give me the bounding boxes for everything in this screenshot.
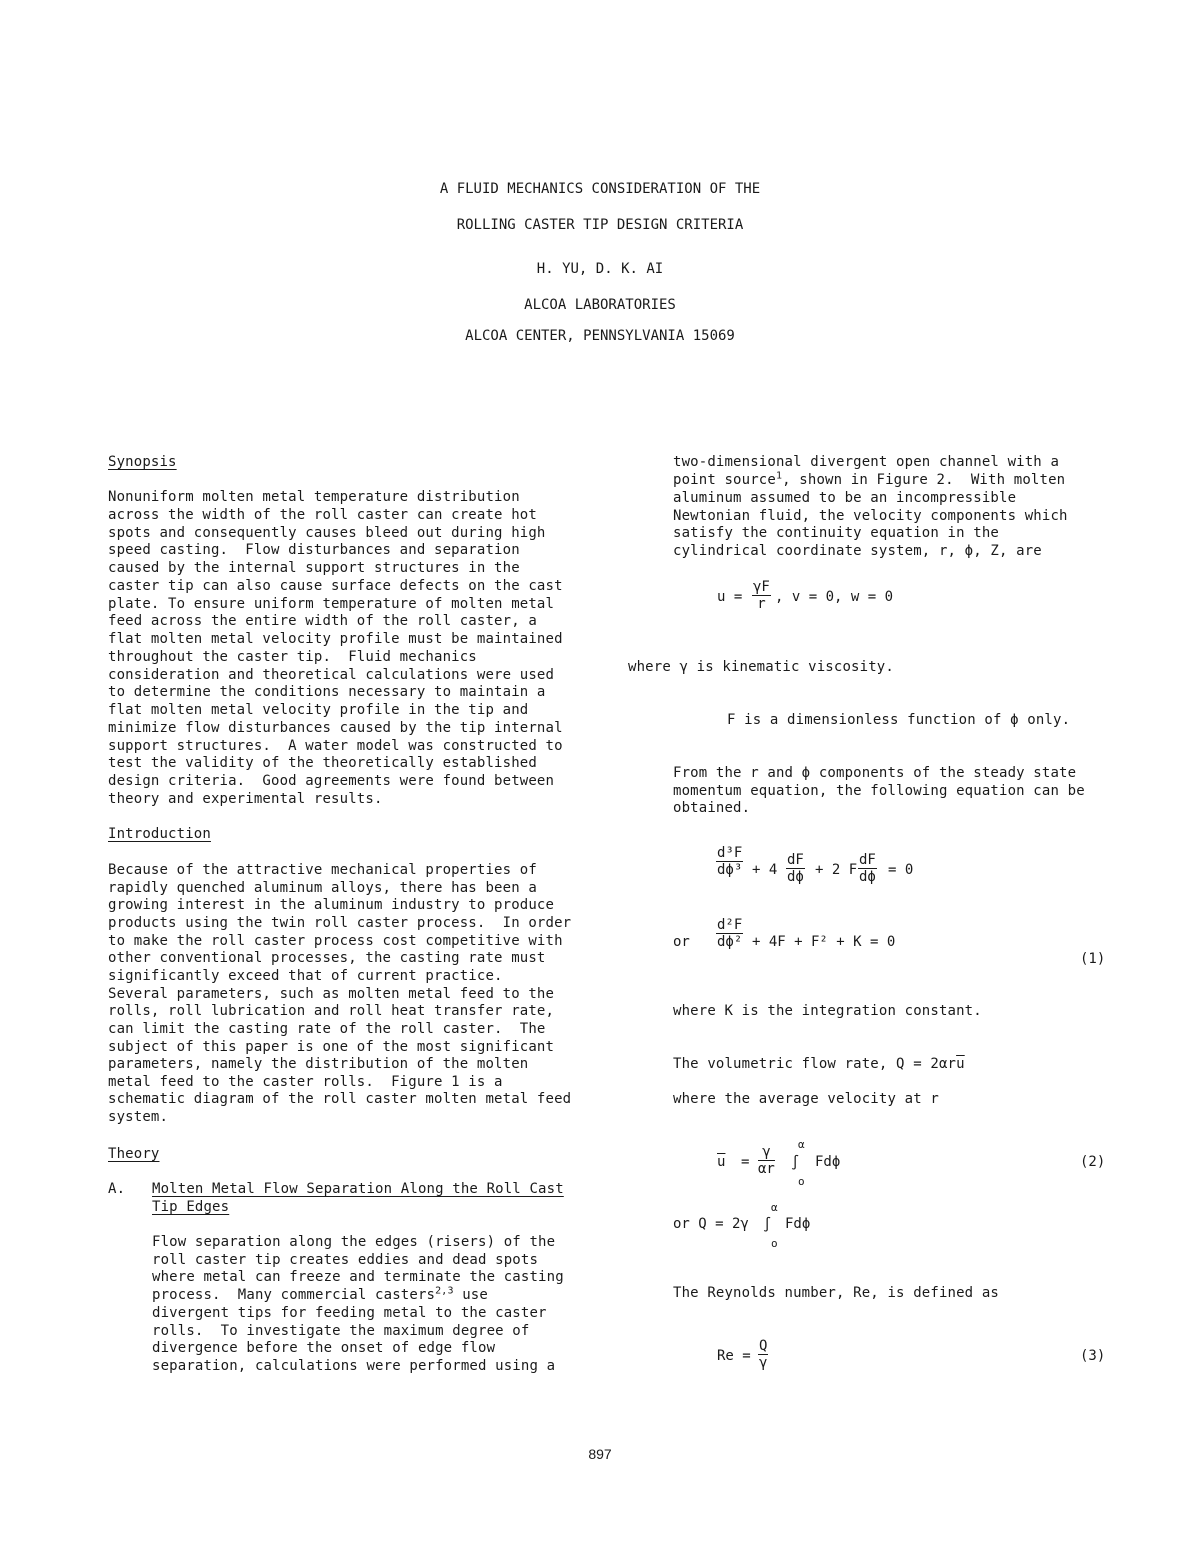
eq1a-mid-2: + 2 F bbox=[815, 862, 858, 878]
eq2b-integral-sign: ∫ bbox=[763, 1217, 772, 1233]
introduction-line: system. bbox=[108, 1109, 169, 1126]
page-number: 897 bbox=[588, 1446, 612, 1462]
introduction-line: Several parameters, such as molten metal feed to the bbox=[108, 985, 555, 1002]
eq3-fraction: $\frac{Q}{\gamma}$ bbox=[759, 1338, 768, 1371]
eq1a-end: = 0 bbox=[888, 862, 914, 878]
introduction-line: rapidly quenched aluminum alloys, there has been a bbox=[108, 879, 537, 896]
subsection-a-title-line-2: Tip Edges bbox=[152, 1199, 230, 1215]
equation-3-label: (3) bbox=[1080, 1348, 1106, 1364]
title-line-2: ROLLING CASTER TIP DESIGN CRITERIA bbox=[456, 217, 744, 233]
reference-2-3: 2,3 bbox=[435, 1285, 454, 1297]
introduction-line: subject of this paper is one of the most significant bbox=[108, 1038, 555, 1055]
synopsis-line: theory and experimental results. bbox=[108, 790, 383, 807]
eq3-lhs: Re = bbox=[717, 1348, 751, 1364]
subsection-a-line: divergence before the onset of edge flow bbox=[152, 1340, 496, 1357]
reference-1: 1 bbox=[775, 470, 783, 482]
introduction-line: metal feed to the caster rolls. Figure 1 is a bbox=[108, 1073, 503, 1090]
synopsis-line: minimize flow disturbances caused by the tip internal bbox=[108, 719, 563, 736]
equation-1-label: (1) bbox=[1080, 951, 1106, 967]
synopsis-line: caused by the internal support structures in the bbox=[108, 560, 520, 576]
flow-rate: The volumetric flow rate, $Q = 2\alpha r\overline{u}$ bbox=[673, 1056, 965, 1072]
synopsis-line: consideration and theoretical calculations were used bbox=[108, 666, 555, 683]
right-para-line: aluminum assumed to be an incompressible bbox=[673, 490, 1017, 506]
eq2b-integral-upper: α bbox=[771, 1201, 778, 1214]
eq1b-fraction: $\frac{\text{d²F}}{\text{dϕ²}}$ bbox=[717, 917, 743, 950]
subsection-a-line: roll caster tip creates eddies and dead spots bbox=[152, 1251, 539, 1268]
eq1a-fraction-2: $\frac{dF}{d\phi}$ bbox=[787, 852, 804, 885]
velocity-eq-fraction: $\frac{\gamma F}{r}$ bbox=[753, 579, 770, 612]
synopsis-line: flat molten metal velocity profile in the tip and bbox=[108, 702, 529, 718]
address: ALCOA CENTER, PENNSYLVANIA 15069 bbox=[465, 328, 735, 344]
eq2-integral-upper: α bbox=[798, 1138, 805, 1151]
subsection-a-line: divergent tips for feeding metal to the caster bbox=[152, 1304, 547, 1321]
introduction-line: parameters, namely the distribution of the molten bbox=[108, 1056, 529, 1073]
synopsis-line: speed casting. Flow disturbances and separation bbox=[108, 542, 520, 559]
synopsis-line: to determine the conditions necessary to maintain a bbox=[108, 684, 546, 701]
synopsis-line: support structures. A water model was constructed to bbox=[108, 737, 563, 754]
subsection-a-line: where metal can freeze and terminate the casting bbox=[152, 1269, 564, 1286]
introduction-line: significantly exceed that of current practice. bbox=[108, 967, 503, 984]
subsection-a-line: rolls. To investigate the maximum degree of bbox=[152, 1322, 530, 1339]
momentum-line: momentum equation, the following equation can be bbox=[673, 782, 1085, 799]
momentum-line: From the r and ϕ components of the steady state bbox=[673, 765, 1077, 781]
synopsis-line: spots and consequently causes bleed out during high bbox=[108, 524, 546, 541]
introduction-line: rolls, roll lubrication and roll heat transfer rate, bbox=[108, 1003, 555, 1020]
title-line-1: A FLUID MECHANICS CONSIDERATION OF THE bbox=[439, 181, 761, 197]
affiliation: ALCOA LABORATORIES bbox=[524, 297, 676, 313]
eq2-integral-lower: o bbox=[798, 1175, 805, 1188]
synopsis-heading: Synopsis bbox=[108, 454, 177, 470]
average-velocity-text: where the average velocity at r bbox=[673, 1091, 939, 1107]
introduction-line: schematic diagram of the roll caster molten metal feed bbox=[108, 1091, 572, 1108]
synopsis-line: design criteria. Good agreements were found between bbox=[108, 773, 555, 789]
subsection-a-line: Flow separation along the edges (risers) of the bbox=[152, 1234, 556, 1250]
introduction-heading: Introduction bbox=[108, 826, 211, 842]
theory-heading: Theory bbox=[108, 1146, 160, 1162]
introduction-line: Because of the attractive mechanical properties of bbox=[108, 862, 537, 878]
eq2-fraction: $\frac{\gamma}{\alpha r}$ bbox=[758, 1144, 775, 1177]
right-para-line-1: two-dimensional divergent open channel with a bbox=[673, 454, 1060, 470]
subsection-a-title-line-1: Molten Metal Flow Separation Along the Roll Cast bbox=[152, 1181, 564, 1197]
synopsis-line: throughout the caster tip. Fluid mechanics bbox=[108, 648, 477, 665]
right-para-line: Newtonian fluid, the velocity components which bbox=[673, 507, 1068, 524]
f-description: F is a dimensionless function of ϕ only. bbox=[727, 712, 1071, 728]
eq2b-integral-lower: o bbox=[771, 1237, 778, 1250]
eq1a-fraction-3: $\frac{dF}{d\phi}$ bbox=[859, 852, 876, 885]
eq2b-text: or Q = 2γ bbox=[673, 1216, 749, 1232]
subsection-a-line: separation, calculations were performed using a bbox=[152, 1357, 556, 1374]
eq2-integral-sign: ∫ bbox=[791, 1155, 800, 1171]
authors: H. YU, D. K. AI bbox=[536, 261, 664, 277]
synopsis-line: test the validity of the theoretically established bbox=[108, 755, 537, 772]
velocity-eq-lhs: u = bbox=[717, 589, 743, 605]
velocity-eq-rhs: , v = 0, w = 0 bbox=[775, 589, 894, 605]
right-para-line: satisfy the continuity equation in the bbox=[673, 525, 999, 542]
eq2-integrand: Fdϕ bbox=[815, 1154, 841, 1170]
eq1a-mid: + 4 bbox=[752, 862, 778, 878]
right-para-line-2: point source$^1$, shown in Figure 2. With molten bbox=[673, 470, 1066, 488]
right-para-line: cylindrical coordinate system, r, ϕ, Z, are bbox=[673, 543, 1042, 560]
eq1b-or: or bbox=[673, 934, 690, 950]
equation-2-label: (2) bbox=[1080, 1154, 1106, 1170]
subsection-a-label: A. bbox=[108, 1181, 126, 1197]
reynolds-definition: The Reynolds number, Re, is defined as bbox=[673, 1285, 999, 1301]
eq2-equals: = bbox=[741, 1154, 750, 1170]
eq1a-fraction-1: $\frac{\text{d³F}}{\text{dϕ³}}$ bbox=[717, 845, 743, 878]
eq2-lhs: $\overline{u}$ bbox=[717, 1154, 726, 1170]
subsection-a-line: process. Many commercial casters$^{2,3}$ use bbox=[152, 1285, 488, 1304]
casters-tail: use bbox=[453, 1287, 488, 1304]
where-k: where K is the integration constant. bbox=[673, 1003, 982, 1019]
introduction-line: products using the twin roll caster process. In order bbox=[108, 914, 572, 931]
introduction-line: can limit the casting rate of the roll caster. The bbox=[108, 1020, 546, 1037]
where-gamma: where γ is kinematic viscosity. bbox=[628, 659, 894, 675]
synopsis-line: Nonuniform molten metal temperature distribution bbox=[108, 489, 520, 505]
eq1b-rest: + 4F + F² + K = 0 bbox=[752, 934, 896, 950]
synopsis-line: caster tip can also cause surface defects on the cast bbox=[108, 577, 563, 594]
introduction-line: growing interest in the aluminum industry to produce bbox=[108, 897, 555, 914]
introduction-line: other conventional processes, the casting rate must bbox=[108, 950, 546, 967]
synopsis-line: across the width of the roll caster can create hot bbox=[108, 506, 537, 523]
introduction-line: to make the roll caster process cost competitive with bbox=[108, 932, 563, 949]
eq2b-integrand: Fdϕ bbox=[785, 1216, 811, 1232]
synopsis-line: feed across the entire width of the roll caster, a bbox=[108, 613, 537, 630]
momentum-line: obtained. bbox=[673, 800, 751, 817]
synopsis-line: flat molten metal velocity profile must be maintained bbox=[108, 631, 563, 647]
synopsis-line: plate. To ensure uniform temperature of molten metal bbox=[108, 595, 555, 612]
